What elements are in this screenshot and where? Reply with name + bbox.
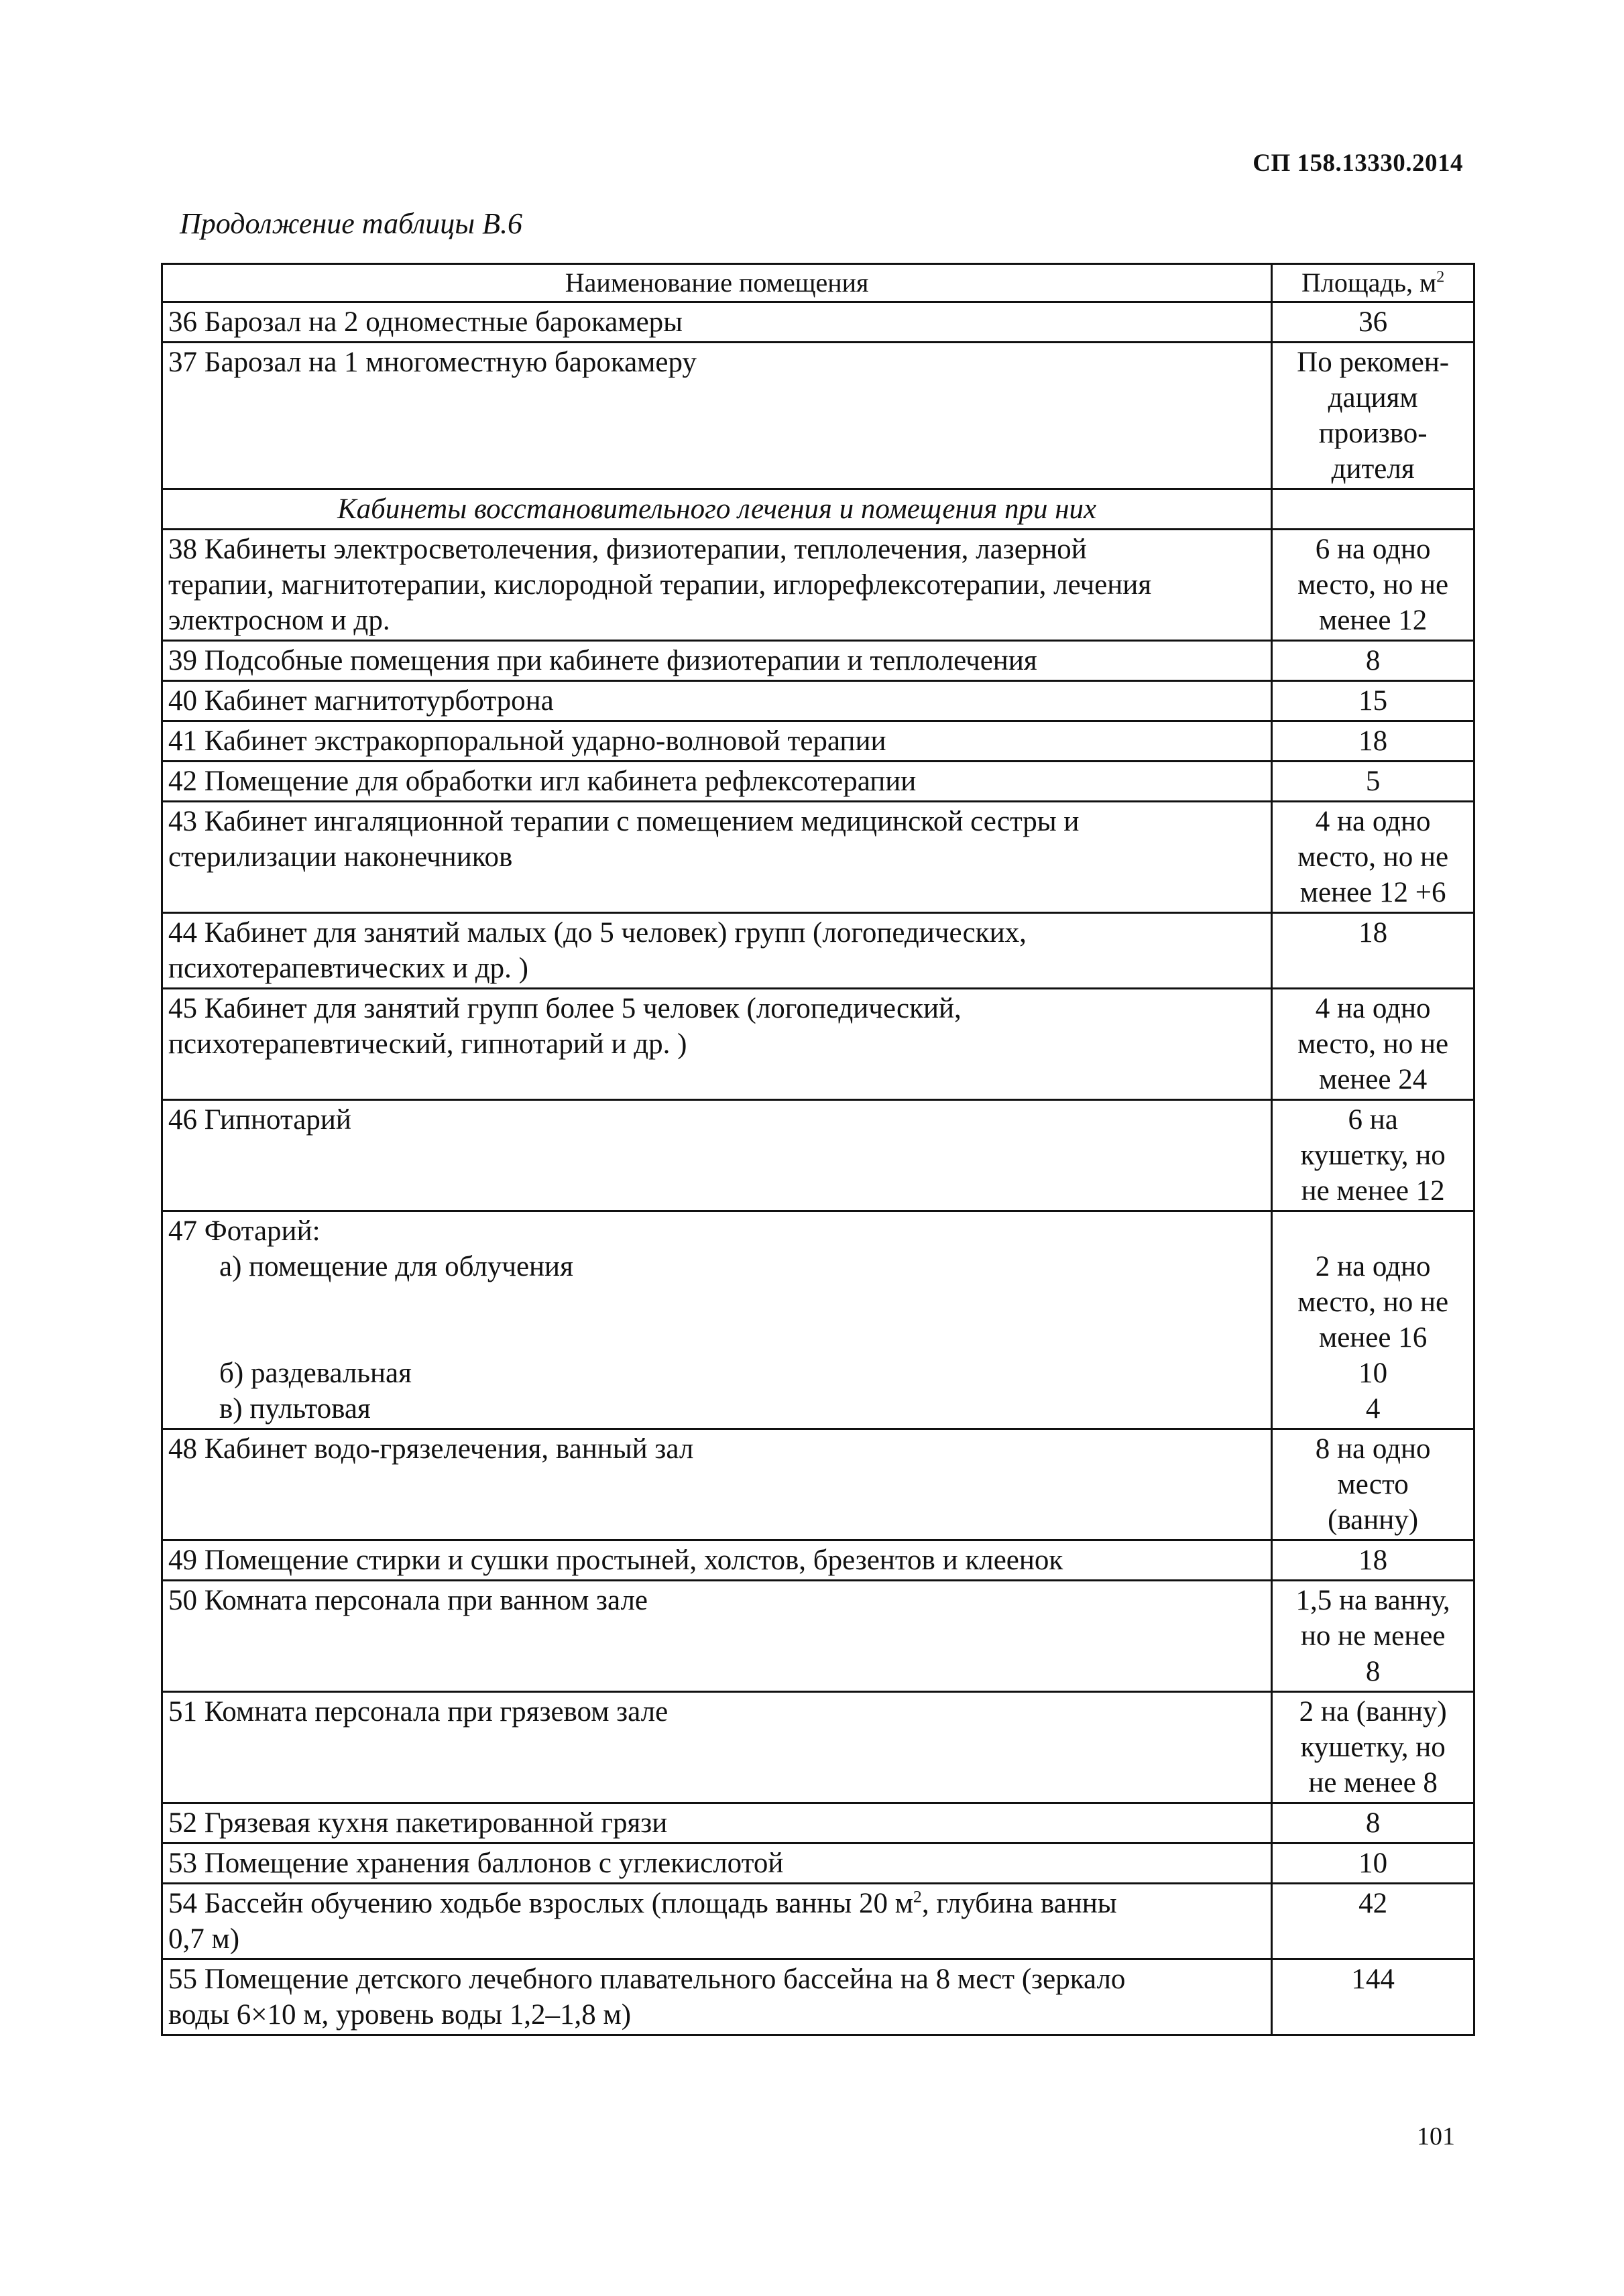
- area-cell: [1272, 489, 1474, 530]
- room-name-cell: [162, 1884, 1272, 1959]
- table-row: [162, 1844, 1474, 1884]
- room-name-cell: 37 Барозал на 1 многоместную барокамеру: [162, 343, 1272, 489]
- table-row: [162, 1803, 1474, 1844]
- room-name-cell: 39 Подсобные помещения при кабинете физиотерапии и теплолечения: [162, 641, 1272, 681]
- table-row: [162, 1959, 1474, 2035]
- area-cell: 18: [1272, 1540, 1474, 1581]
- column-header-area-text: Площадь, м: [1301, 267, 1437, 298]
- table-caption: Продолжение таблицы В.6: [180, 207, 522, 240]
- column-header-area: [1272, 264, 1474, 302]
- room-name-cell: 46 Гипнотарий: [162, 1100, 1272, 1211]
- room-name-cell: 51 Комната персонала при грязевом зале: [162, 1692, 1272, 1803]
- room-name-cell: 36 Барозал на 2 одноместные барокамеры: [162, 302, 1272, 343]
- table-row: [162, 302, 1474, 343]
- area-cell: 6 на одно место, но не менее 12: [1272, 530, 1474, 641]
- area-cell: 8: [1272, 641, 1474, 681]
- area-cell: 36: [1272, 302, 1474, 343]
- room-name-cell: 55 Помещение детского лечебного плавательного бассейна на 8 мест (зеркало воды 6×10 м, уровень воды 1,2–1,8 м): [162, 1959, 1272, 2035]
- room-name-cell: 44 Кабинет для занятий малых (до 5 человек) групп (логопедических, психотерапевтических и др. ): [162, 913, 1272, 989]
- room-name-sup: 2: [913, 1886, 922, 1907]
- area-cell: По рекомен- дациям произво- дителя: [1272, 343, 1474, 489]
- area-cell: 5: [1272, 762, 1474, 802]
- area-cell: 8: [1272, 1803, 1474, 1844]
- area-value: 4: [1365, 1393, 1381, 1425]
- page-number: 101: [1417, 2122, 1455, 2151]
- sub-item-name: в) пультовая: [219, 1393, 371, 1425]
- rooms-area-table: [161, 263, 1475, 2036]
- room-name-cell: 40 Кабинет магнитотурботрона: [162, 681, 1272, 721]
- area-cell: 10: [1272, 1844, 1474, 1884]
- table-row: [162, 913, 1474, 989]
- sub-item-name: а) помещение для облучения: [219, 1251, 573, 1282]
- table-row: [162, 1429, 1474, 1540]
- room-name-cell: 53 Помещение хранения баллонов с углекислотой: [162, 1844, 1272, 1884]
- table-header-row: [162, 264, 1474, 302]
- table-row: [162, 1692, 1474, 1803]
- area-cell: [1272, 1211, 1474, 1429]
- room-name: 47 Фотарий:: [168, 1215, 321, 1247]
- table-row: [162, 1100, 1474, 1211]
- area-cell: 18: [1272, 721, 1474, 762]
- table-row: [162, 1540, 1474, 1581]
- area-cell: 144: [1272, 1959, 1474, 2035]
- table-row: [162, 989, 1474, 1100]
- table-row: [162, 489, 1474, 530]
- area-value: 2 на одно место, но не менее 16: [1297, 1251, 1449, 1353]
- room-name-cell: 49 Помещение стирки и сушки простыней, холстов, брезентов и клеенок: [162, 1540, 1272, 1581]
- table-row: [162, 1211, 1474, 1429]
- column-header-area-sup: 2: [1436, 268, 1445, 286]
- table-row: [162, 641, 1474, 681]
- room-name-cell: 52 Грязевая кухня пакетированной грязи: [162, 1803, 1272, 1844]
- area-cell: 8 на одно место (ванну): [1272, 1429, 1474, 1540]
- room-name-cell: 42 Помещение для обработки игл кабинета рефлексотерапии: [162, 762, 1272, 802]
- spacer: [1278, 1213, 1468, 1249]
- table-row: [162, 1581, 1474, 1692]
- room-name-cell: 41 Кабинет экстракорпоральной ударно-волновой терапии: [162, 721, 1272, 762]
- table-row: [162, 681, 1474, 721]
- area-cell: 2 на (ванну) кушетку, но не менее 8: [1272, 1692, 1474, 1803]
- room-name-cell: 38 Кабинеты электросветолечения, физиотерапии, теплолечения, лазерной терапии, магнитотерапии, кислородной терапии, иглорефлексотерапии, лечения электросном и др.: [162, 530, 1272, 641]
- table-row: [162, 1884, 1474, 1959]
- document-code: СП 158.13330.2014: [1253, 149, 1463, 177]
- table-row: [162, 721, 1474, 762]
- table-row: [162, 343, 1474, 489]
- room-name-part: , глубина ванны 0,7 м): [168, 1888, 1117, 1955]
- area-cell: 42: [1272, 1884, 1474, 1959]
- table-row: [162, 762, 1474, 802]
- room-name-part: 54 Бассейн обучению ходьбе взрослых (площадь ванны 20 м: [168, 1888, 913, 1919]
- room-name-cell: 43 Кабинет ингаляционной терапии с помещением медицинской сестры и стерилизации наконечников: [162, 802, 1272, 913]
- sub-item-name: б) раздевальная: [219, 1357, 412, 1389]
- room-name-cell: 45 Кабинет для занятий групп более 5 человек (логопедический, психотерапевтический, гипнотарий и др. ): [162, 989, 1272, 1100]
- room-name-cell: 48 Кабинет водо-грязелечения, ванный зал: [162, 1429, 1272, 1540]
- area-value: 10: [1358, 1357, 1388, 1389]
- area-cell: 1,5 на ванну, но не менее 8: [1272, 1581, 1474, 1692]
- area-cell: 15: [1272, 681, 1474, 721]
- area-cell: 4 на одно место, но не менее 24: [1272, 989, 1474, 1100]
- table-row: [162, 530, 1474, 641]
- table-row: [162, 802, 1474, 913]
- area-cell: 6 на кушетку, но не менее 12: [1272, 1100, 1474, 1211]
- room-name-cell: 50 Комната персонала при ванном зале: [162, 1581, 1272, 1692]
- area-cell: 18: [1272, 913, 1474, 989]
- table-body: [162, 302, 1474, 2035]
- section-heading: Кабинеты восстановительного лечения и помещения при них: [162, 489, 1272, 530]
- area-cell: 4 на одно место, но не менее 12 +6: [1272, 802, 1474, 913]
- column-header-name: Наименование помещения: [162, 264, 1272, 302]
- room-name-cell: [162, 1211, 1272, 1429]
